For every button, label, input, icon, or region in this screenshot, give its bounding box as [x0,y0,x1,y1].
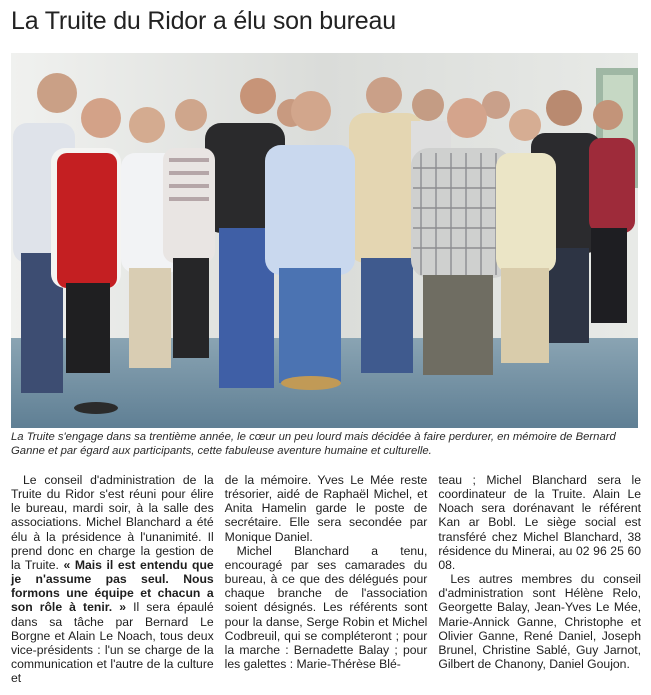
article-quote: « Mais il est entendu que je n'assume pas seul. Nous formons une équipe et chacun a son rôle à tenir. » [11,557,214,615]
article-text: de la mémoire. Yves Le Mée reste trésorier, aidé de Raphaël Michel, et Anita Hamelin garde le poste de secrétaire. Elle sera secondée par Monique Daniel. [224,473,428,544]
article-paragraph [11,473,214,685]
article-paragraph [225,473,428,544]
article-headline: La Truite du Ridor a élu son bureau [11,7,396,35]
article-paragraph [438,473,641,572]
article-text: Il sera épaulé dans sa tâche par Bernard Le Borgne et Alain Le Noach, tous deux vice-présidents : l'un se charge de la communication et l'autre de la culture et [11,600,214,686]
article-text: Michel Blanchard a tenu, encouragé par ses camarades du bureau, à ce que des délégués pour chaque branche de l'association soient désignés. Les référents sont pour la danse, Serge Robin et Michel Codbreuil, qui se compléteront ; pour la marche : Bernadette Balay ; pour les galettes : Marie-Thérèse Blé- [224,543,428,672]
article-body [11,473,641,695]
article-paragraph [225,544,428,671]
article-column-2 [225,473,428,695]
group-photo-illustration [11,53,638,428]
article-text: Le conseil d'administration de la Truite du Ridor s'est réuni pour élire le bureau, mardi soir, à la salle des associations. Michel Blanchard a été élu à la présidence à l'unanimité. Il prend donc en charge la gestion de la Truite. [11,473,214,572]
article-text: teau ; Michel Blanchard sera le coordinateur de la Truite. Alain Le Noach sera dorénavant le référent Kan ar Bobl. Le siège social est transféré chez Michel Blanchard, 38 résidence du Minerai, au 02 96 25 60 08. [438,473,642,572]
group-photo [11,53,638,428]
article-column-3 [438,473,641,695]
article-column-1 [11,473,214,695]
photo-caption: La Truite s'engage dans sa trentième année, le cœur un peu lourd mais décidée à faire perdurer, en mémoire de Bernard Ganne et par égard aux participants, cette fabuleuse aventure humaine et culturelle. [11,431,616,457]
article-text: Les autres membres du conseil d'administration sont Hélène Relo, Georgette Balay, Jean-Yves Le Mée, Marie-Annick Ganne, Christophe et Olivier Ganne, René Daniel, Joseph Brunel, Christine Sablé, Guy Jarnot, Gilbert de Chanony, Daniel Goujon. [438,572,642,672]
article-paragraph [438,572,641,671]
